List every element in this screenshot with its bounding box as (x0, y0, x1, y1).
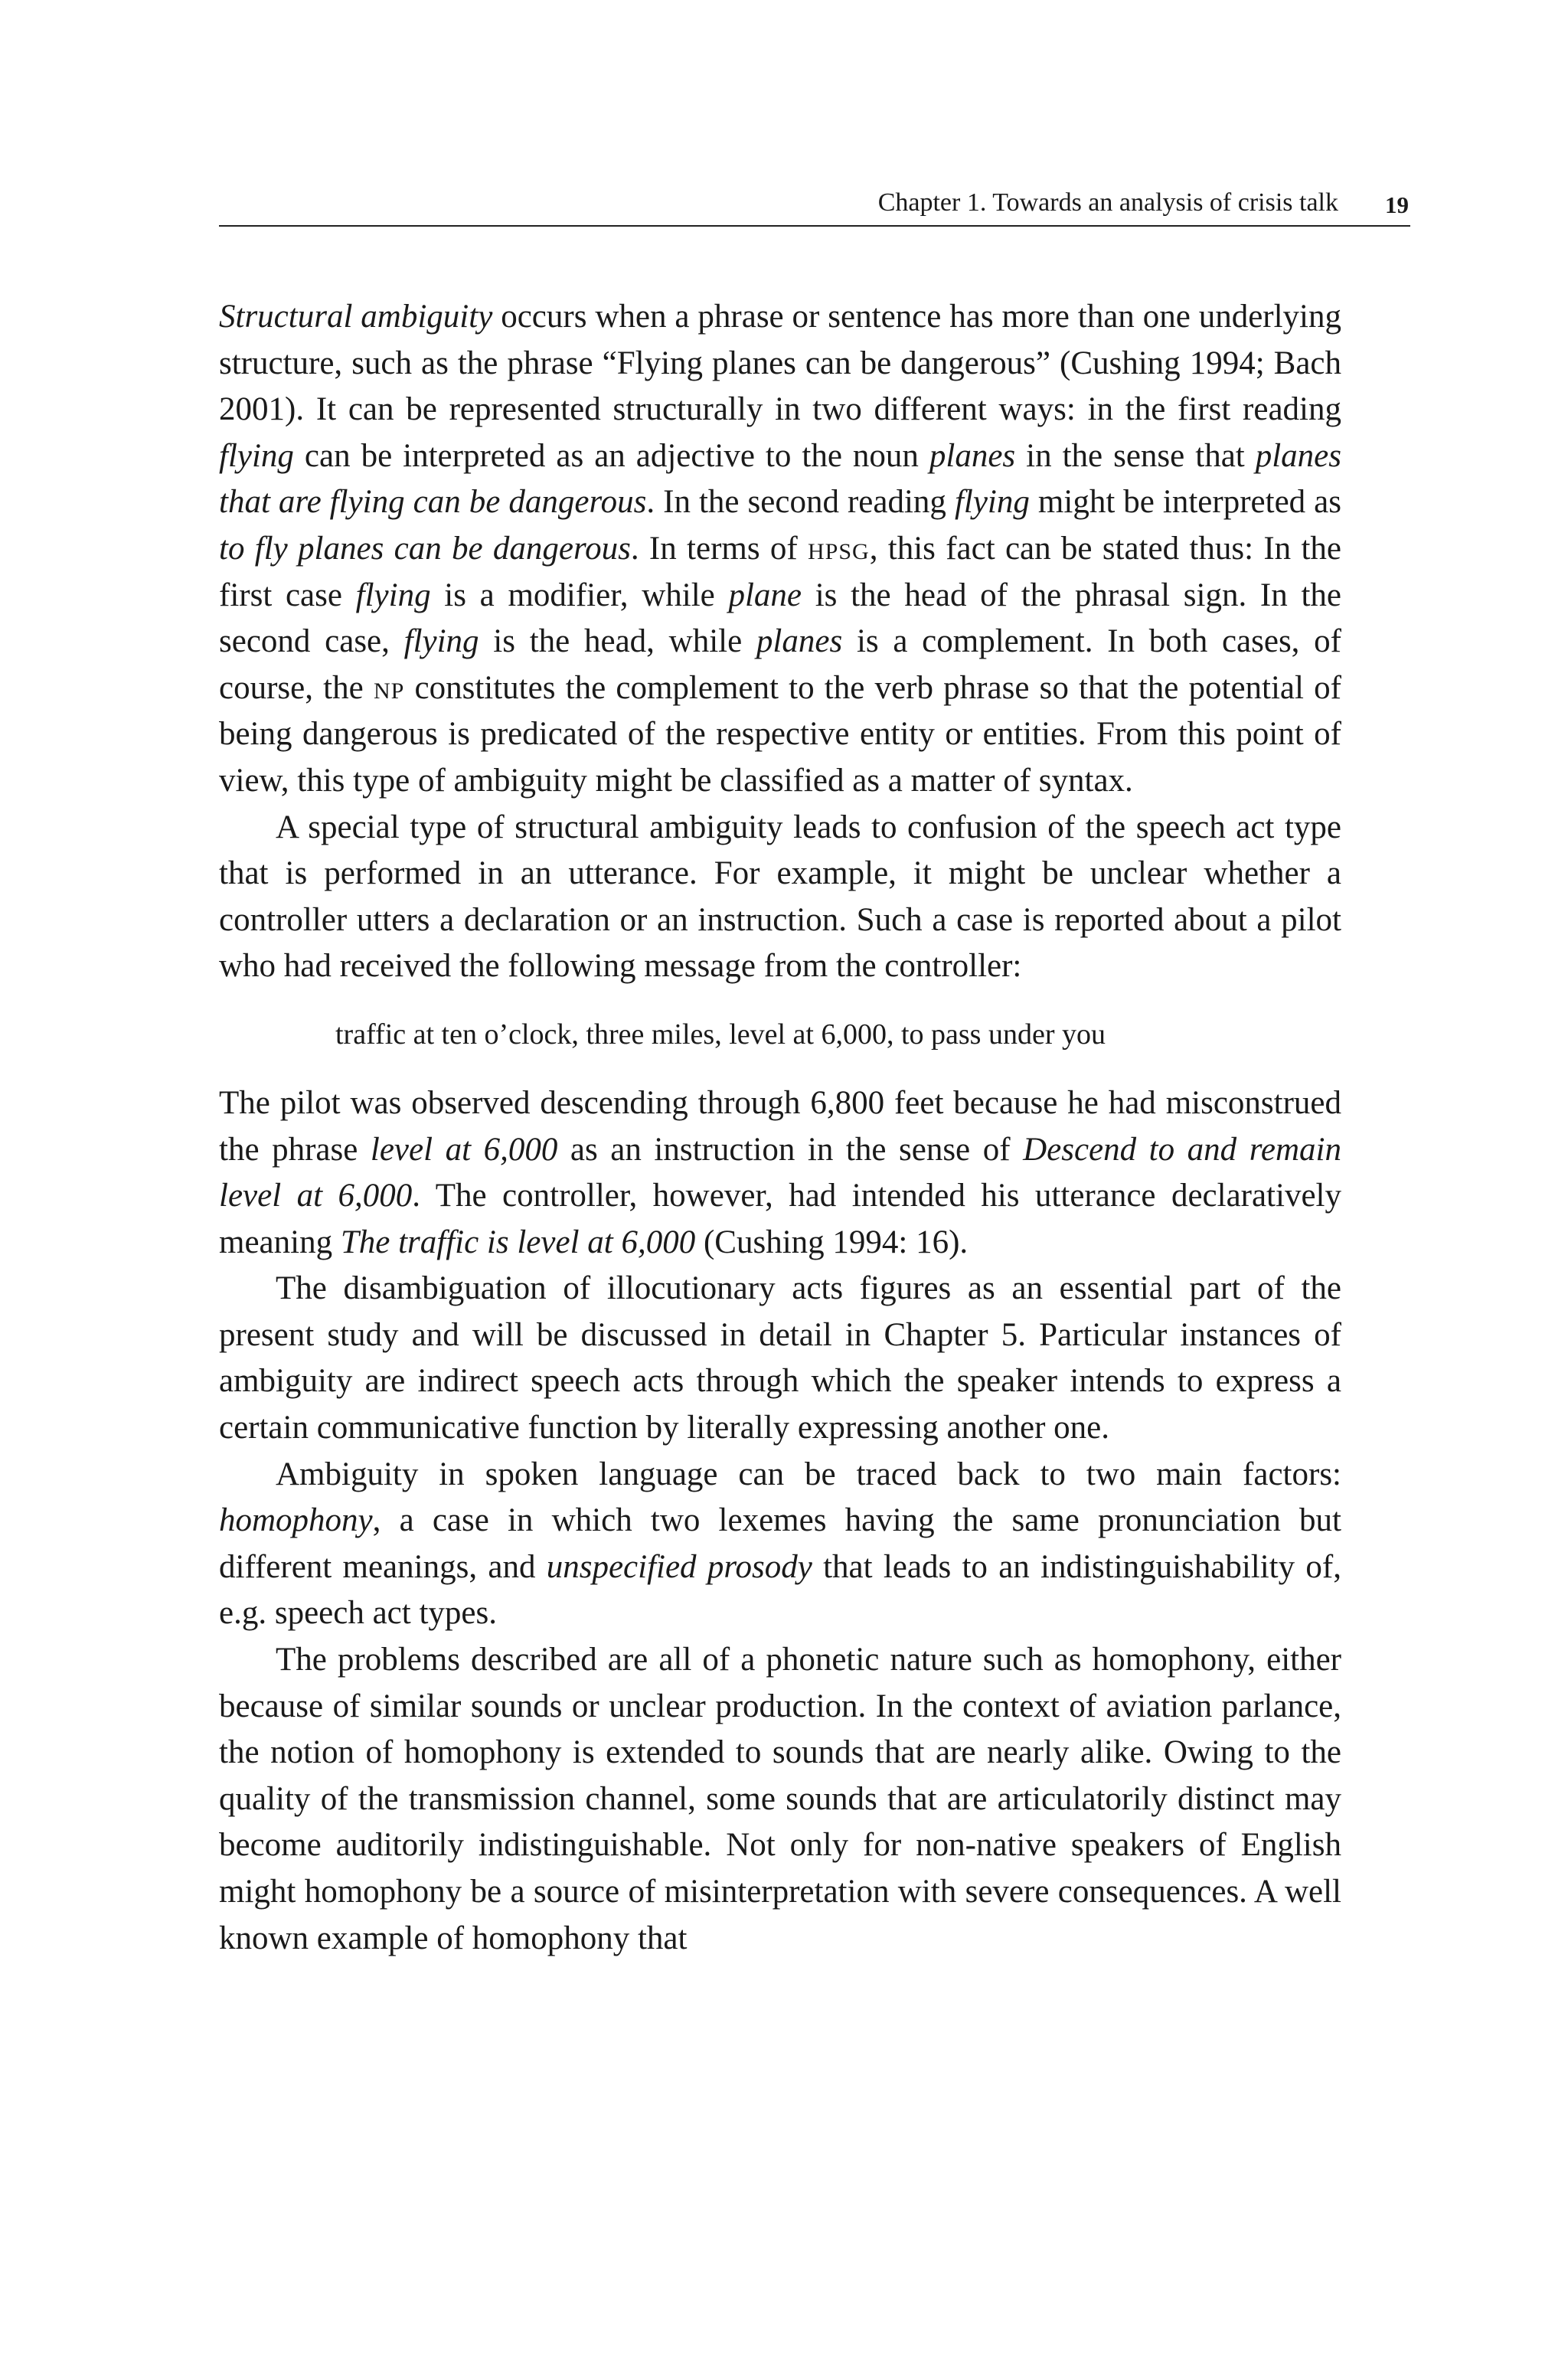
text-run: Ambiguity in spoken language can be traced back to two main factors: (276, 1456, 1341, 1492)
text-run: can be interpreted as an adjective to the noun (293, 437, 929, 474)
italic-run: Descend to and remain level at 6,000 (219, 1131, 1341, 1214)
text-run: , this fact can be stated thus: In the first case (219, 530, 1342, 613)
italic-run: homophony (219, 1502, 373, 1539)
italic-run: planes that are flying can be dangerous (219, 437, 1341, 521)
italic-run: planes (756, 623, 843, 660)
body-text (219, 294, 1341, 1962)
text-run: might be interpreted as (1029, 484, 1342, 521)
text-run: that leads to an indistinguishability of, e.g. speech act types. (219, 1548, 1341, 1632)
text-run: constitutes the complement to the verb phrase so that the potential of being dangerous is predicated of the respective entity or entities. From this point of view, this type of ambiguity might be classified as a matter of syntax. (219, 669, 1341, 799)
text-run: is a modifier, while (430, 577, 729, 613)
paragraph-pilot-example (219, 1080, 1341, 1266)
paragraph-speech-act-ambiguity: A special type of structural ambiguity leads to confusion of the speech act type that is performed in an utterance. For example, it might be unclear whether a controller utters a declaration or an instruction. Such a case is reported about a pilot who had received the following message from the controller: (219, 809, 1341, 985)
italic-run: level at 6,000 (370, 1131, 558, 1168)
text-run: occurs when a phrase or sentence has more than one underlying structure, such as the phrase “Flying planes can be dangerous” (Cushing 1994; Bach 2001). It can be represented structurally in two different ways: in the first reading (219, 299, 1341, 428)
text-run: . The controller, however, had intended his utterance declaratively meaning (219, 1178, 1341, 1260)
text-run: The pilot was observed descending through 6,800 feet because he had misconstrued the phrase (219, 1084, 1341, 1168)
page-number: 19 (1385, 191, 1409, 218)
italic-run: flying (403, 623, 479, 660)
text-run: is the head of the phrasal sign. In the second case, (219, 577, 1341, 660)
paragraph-disambiguation: The disambiguation of illocutionary acts figures as an essential part of the present study and will be discussed in detail in Chapter 5. Particular instances of ambiguity are indirect speech acts through which the speaker intends to express a certain communicative function by literally expressing another one. (219, 1270, 1341, 1446)
text-run: . In the second reading (646, 484, 955, 521)
italic-run: The traffic is level at 6,000 (340, 1224, 696, 1260)
text-run: . In terms of (630, 530, 808, 567)
term-structural-ambiguity: Structural ambiguity (219, 299, 493, 335)
italic-run: plane (728, 577, 802, 613)
italic-run: flying (954, 484, 1030, 521)
abbreviation-np: np (373, 669, 405, 706)
text-run: as an instruction in the sense of (557, 1131, 1024, 1168)
paragraph-structural-ambiguity (219, 294, 1341, 805)
italic-run: flying (355, 577, 431, 613)
text-run: is a complement. In both cases, of course, the (219, 623, 1341, 706)
text-run: (Cushing 1994: 16). (695, 1224, 969, 1260)
italic-run: flying (219, 437, 294, 474)
text-run: is the head, while (479, 623, 756, 660)
abbreviation-hpsg: hpsg (808, 530, 870, 567)
italic-run: unspecified prosody (546, 1548, 812, 1585)
page-header (219, 187, 1410, 227)
italic-run: planes (929, 437, 1016, 474)
text-run: , a case in which two lexemes having the same pronunciation but different meanings, and (219, 1502, 1341, 1585)
paragraph-homophony: The problems described are all of a phonetic nature such as homophony, either because of similar sounds or unclear production. In the context of aviation parlance, the notion of homophony is extended to sounds that are nearly alike. Owing to the quality of the transmission channel, some sounds that are articulatorily distinct may become auditorily indistinguishable. Not only for non-native speakers of English might homophony be a source of misinterpretation with severe consequences. A well known example of homophony that (219, 1642, 1341, 1956)
running-head: Chapter 1. Towards an analysis of crisis talk (877, 188, 1338, 217)
text-run: in the sense that (1015, 437, 1256, 474)
italic-run: to fly planes can be dangerous (219, 530, 631, 567)
block-quote: traffic at ten o’clock, three miles, level at 6,000, to pass under you (335, 1018, 1106, 1051)
paragraph-spoken-ambiguity (219, 1452, 1341, 1637)
